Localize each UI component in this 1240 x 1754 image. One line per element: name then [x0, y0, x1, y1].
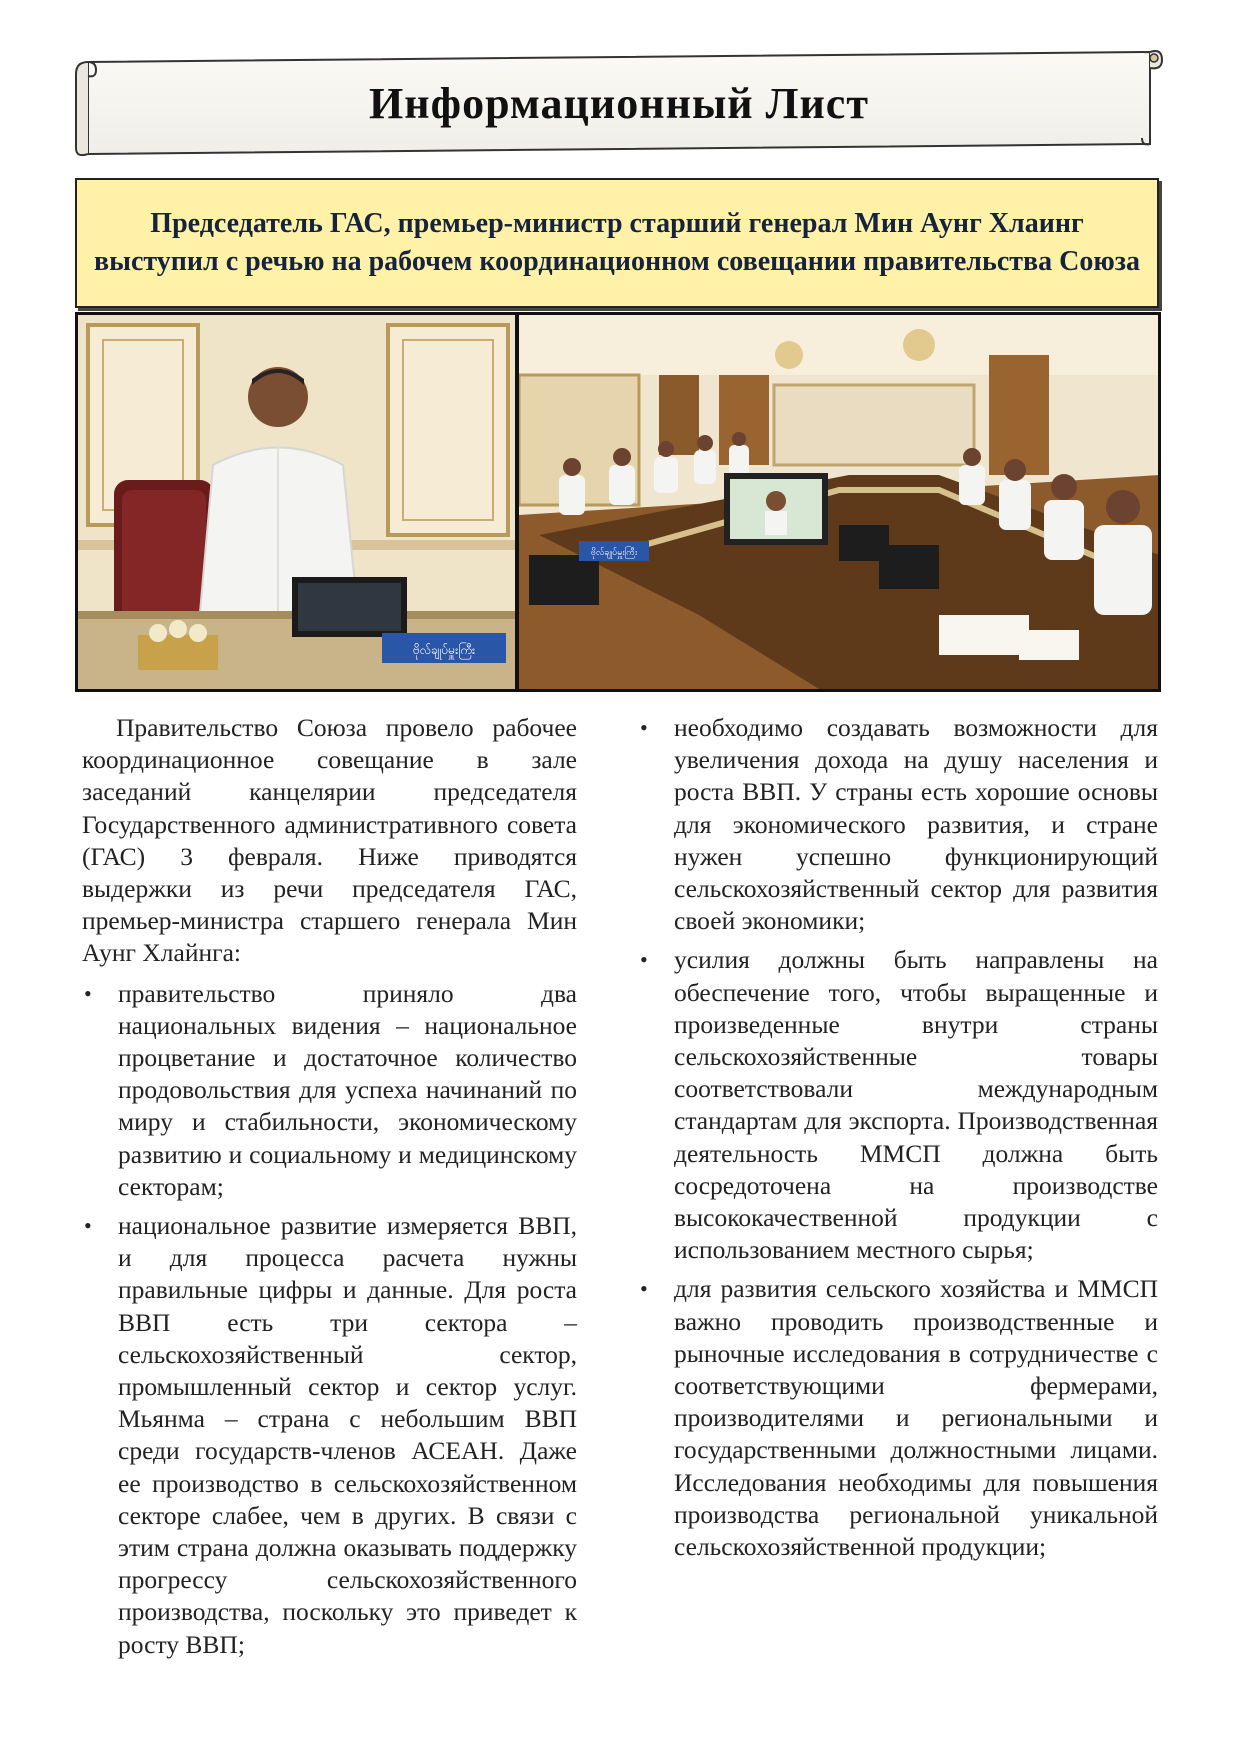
bullet-icon: • [640, 715, 648, 740]
bullet-list-right [638, 712, 1158, 1563]
bullet-icon: • [84, 1213, 92, 1239]
list-item-text: усилия должны быть направлены на обеспечение того, чтобы выращенные и произведенные внутри страны сельскохозяйственные товары соответствовали международным стандартам для экспорта. Производственная деятельность ММСП должна быть сосредоточена на производстве высококачественной продукции с использованием местного сырья; [674, 945, 1158, 1265]
bullet-icon: • [640, 947, 648, 973]
photo-left-caption: ဗိုလ်ချုပ်မှူးကြီး [412, 643, 476, 657]
list-item [82, 1210, 577, 1661]
photo-speaker [78, 315, 515, 689]
list-item-text: необходимо создавать возможности для увеличения дохода на душу населения и роста ВВП. У страны есть хорошие основы для экономического развития, и стране нужен успешно функционирующий сельскохозяйственный сектор для развития своей экономики; [674, 713, 1158, 936]
article-intro: Правительство Союза провело рабочее координационное совещание в зале заседаний канцелярии председателя Государственного административного совета (ГАС) 3 февраля. Ниже приводятся выдержки из речи председателя ГАС, премьер-министра старшего генерала Мин Аунг Хлайнга: [82, 713, 577, 968]
bullet-icon: • [84, 980, 92, 1006]
photo-strip [75, 312, 1161, 692]
photo-meeting-hall [519, 315, 1158, 689]
bullet-icon: • [640, 1276, 648, 1302]
list-item [638, 1273, 1158, 1563]
list-item [638, 712, 1158, 937]
list-item-text: правительство приняло два национальных видения – национальное процветание и достаточное количество продовольствия для успеха начинаний по миру и стабильности, экономическому развитию и социальному и медицинскому секторам; [118, 978, 577, 1201]
headline-box: Председатель ГАС, премьер-министр старший генерал Мин Аунг Хлаинг выступил с речью на рабочем координационном совещании правительства Союза [75, 178, 1159, 308]
list-item [638, 944, 1158, 1266]
article-column-left [82, 712, 577, 1668]
photo-right-caption: ဗိုလ်ချုပ်မှူးကြီး [590, 548, 638, 558]
banner-title: Информационный Лист [369, 78, 869, 128]
article-column-right [638, 712, 1158, 1570]
list-item-text: для развития сельского хозяйства и ММСП важно проводить производственные и рыночные исследования в сотрудничестве с соответствующими фермерами, производителями и региональными и государственными должностными лицами. Исследования необходимы для повышения производства региональной уникальной сельскохозяйственной продукции; [674, 1274, 1158, 1562]
list-item-text: национальное развитие измеряется ВВП, и для процесса расчета нужны правильные цифры и данные. Для роста ВВП есть три сектора – сельскохозяйственный сектор, промышленный сектор и сектор услуг. Мьянма – страна с небольшим ВВП среди государств-членов АСЕАН. Даже ее производство в сельскохозяйственном секторе слабее, чем в других. В связи с этим страна должна оказывать поддержку прогрессу сельскохозяйственного производства, поскольку это приведет к росту ВВП; [118, 1211, 577, 1659]
bullet-list-left [82, 978, 577, 1661]
title-banner [74, 48, 1164, 158]
list-item [82, 978, 577, 1203]
